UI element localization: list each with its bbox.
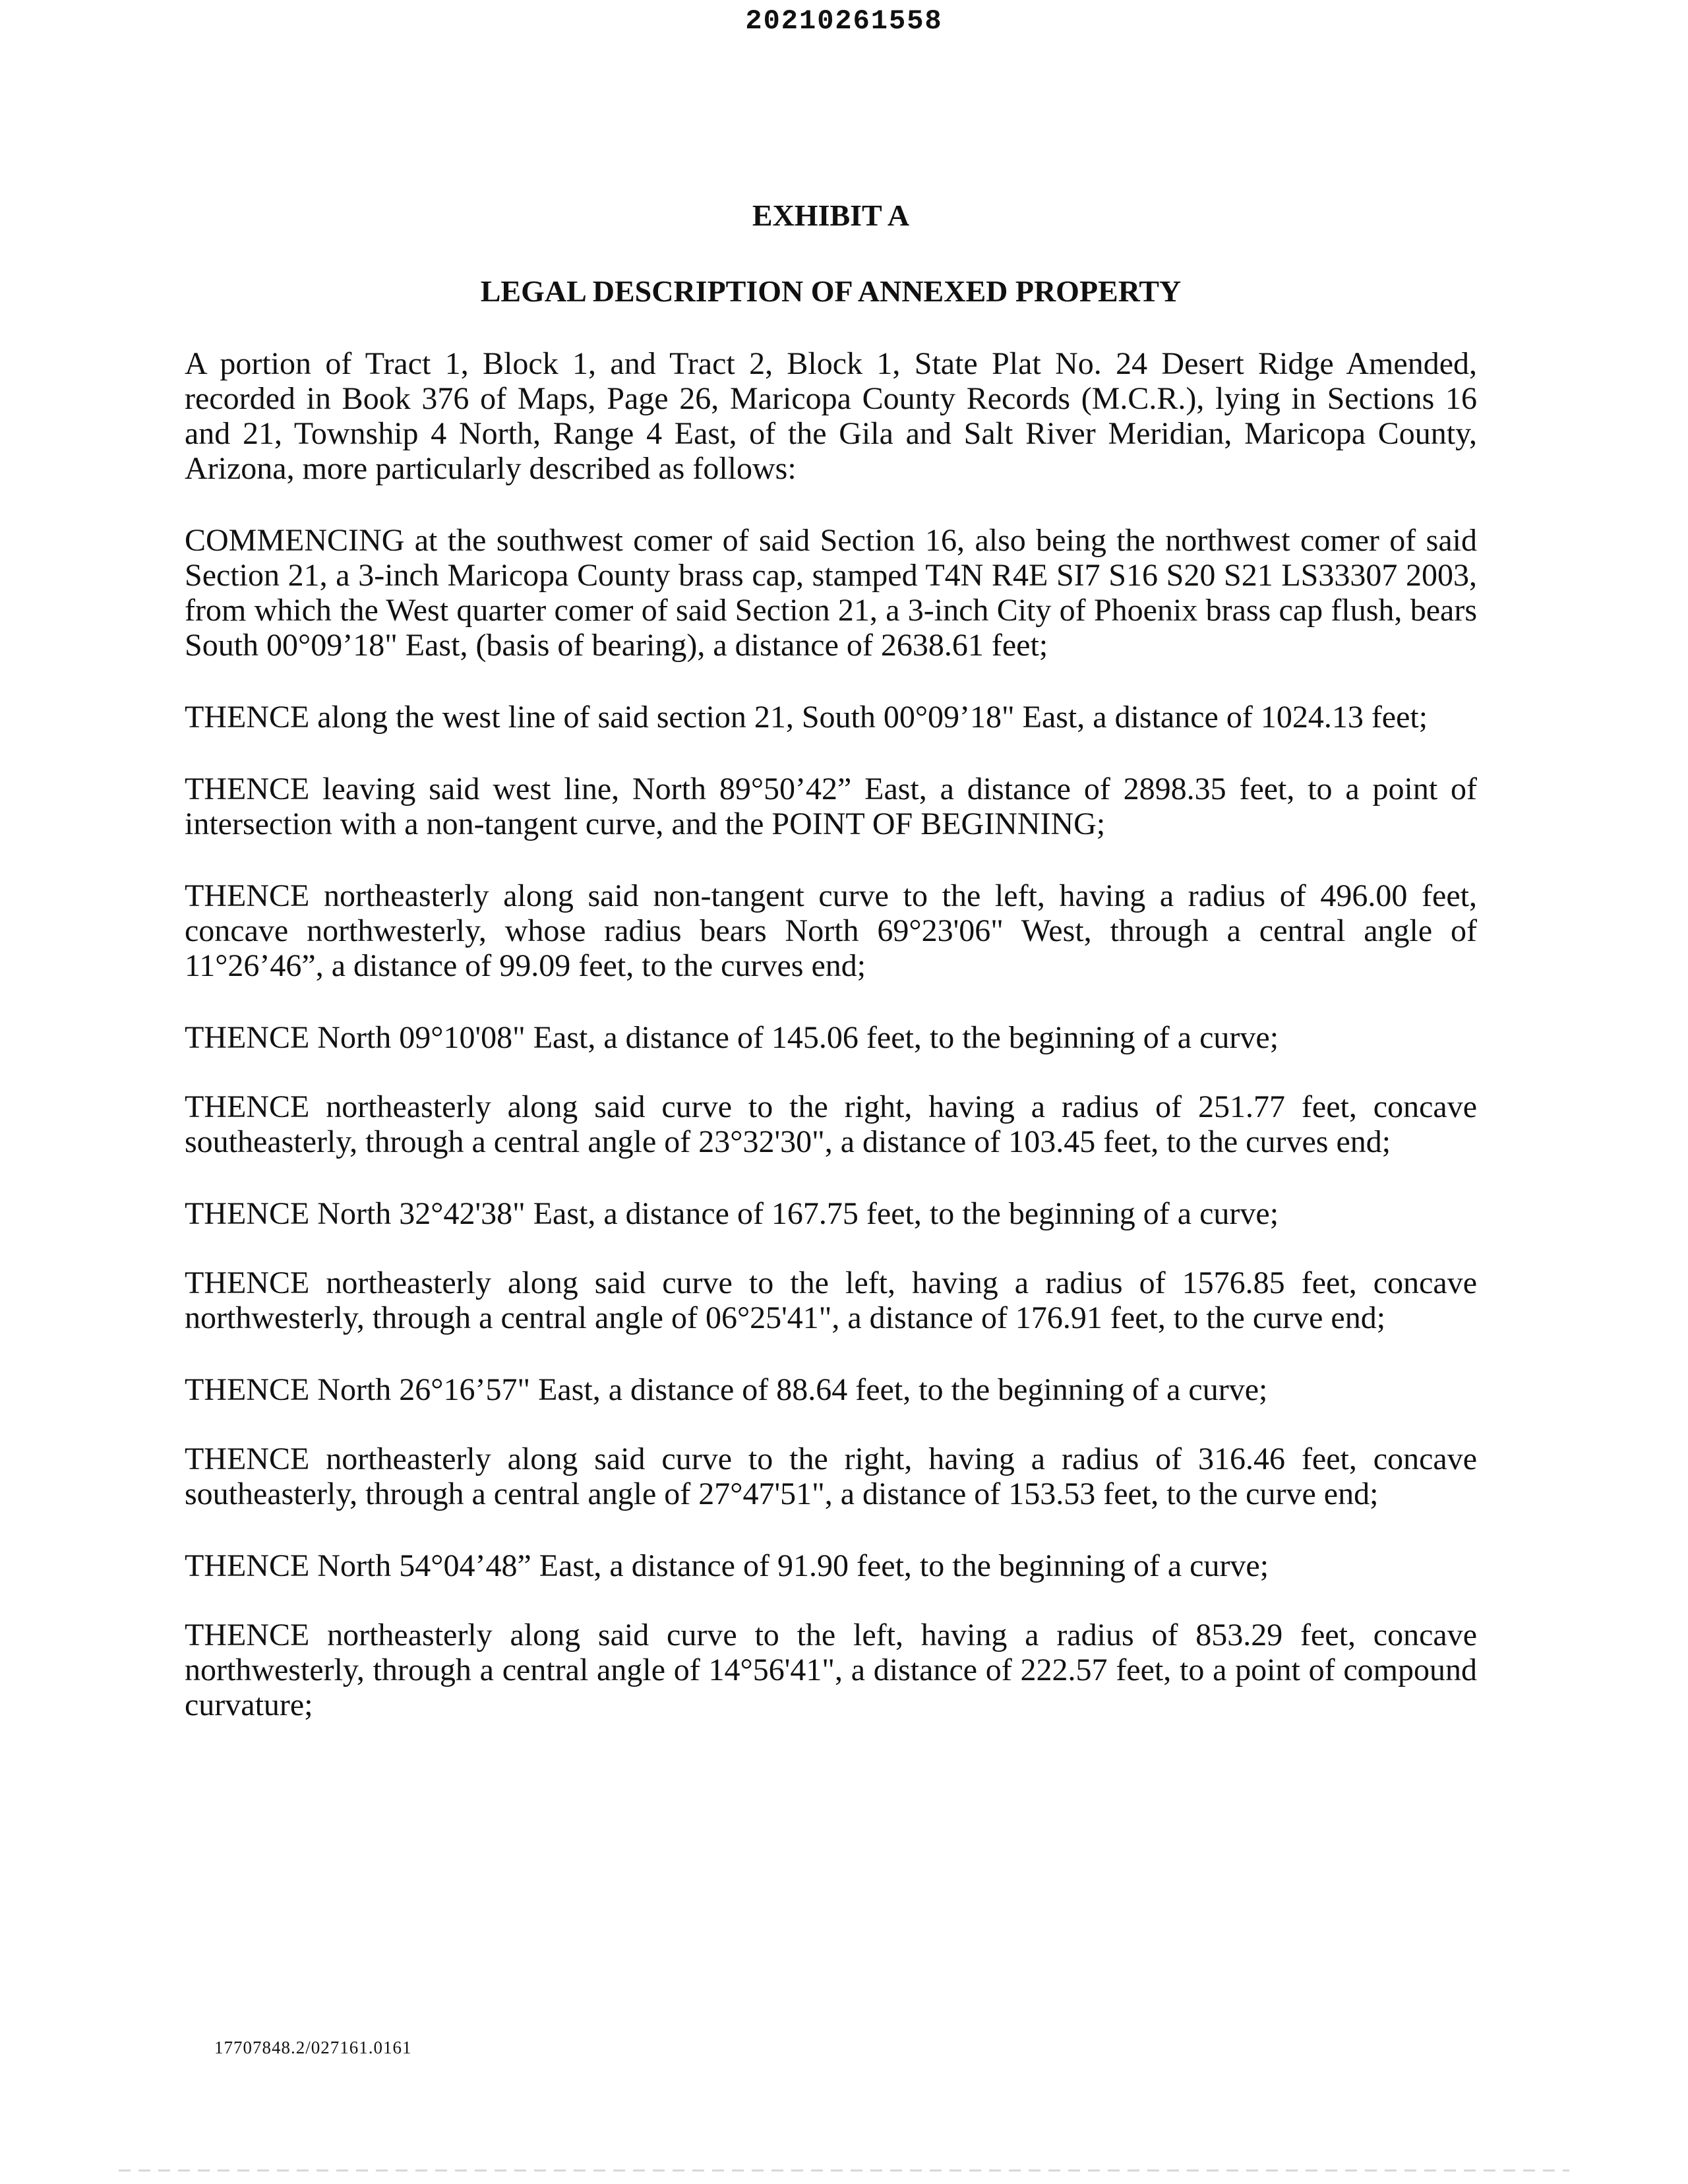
commencing-paragraph: COMMENCING at the southwest comer of said Section 16, also being the northwest comer of said Section 21, a 3-inch Maricopa County brass cap, stamped T4N R4E SI7 S16 S20 S21 LS33307 2003, from which the West quarter comer of said Section 21, a 3-inch City of Phoenix brass cap flush, bears South 00°09’18" East, (basis of bearing), a distance of 2638.61 feet; — [185, 523, 1477, 663]
course-paragraph: THENCE northeasterly along said curve to the right, having a radius of 316.46 feet, concave southeasterly, through a central angle of 27°47'51", a distance of 153.53 feet, to the curve end; — [185, 1441, 1477, 1511]
document-footer-code: 17707848.2/027161.0161 — [214, 2038, 412, 2057]
course-paragraph: THENCE North 32°42'38" East, a distance of 167.75 feet, to the beginning of a curve; — [185, 1196, 1279, 1231]
scan-edge-artifact — [119, 2169, 1569, 2171]
course-paragraph: THENCE leaving said west line, North 89°50’42” East, a distance of 2898.35 feet, to a point of intersection with a non-tangent curve, and the POINT OF BEGINNING; — [185, 772, 1477, 841]
recording-number: 20210261558 — [745, 5, 943, 37]
legal-description-body — [185, 346, 1477, 1759]
course-paragraph: THENCE northeasterly along said curve to the left, having a radius of 853.29 feet, concave northwesterly, through a central angle of 14°56'41", a distance of 222.57 feet, to a point of compound curvature; — [185, 1618, 1477, 1722]
intro-paragraph: A portion of Tract 1, Block 1, and Tract 2, Block 1, State Plat No. 24 Desert Ridge Amended, recorded in Book 376 of Maps, Page 26, Maricopa County Records (M.C.R.), lying in Sections 16 and 21, Township 4 North, Range 4 East, of the Gila and Salt River Meridian, Maricopa County, Arizona, more particularly described as follows: — [185, 346, 1477, 486]
course-paragraph: THENCE northeasterly along said curve to the left, having a radius of 1576.85 feet, concave northwesterly, through a central angle of 06°25'41", a distance of 176.91 feet, to the curve end; — [185, 1265, 1477, 1335]
course-paragraph: THENCE North 54°04’48” East, a distance of 91.90 feet, to the beginning of a curve; — [185, 1548, 1269, 1583]
course-paragraph: THENCE North 26°16’57" East, a distance of 88.64 feet, to the beginning of a curve; — [185, 1372, 1268, 1407]
course-paragraph: THENCE northeasterly along said non-tangent curve to the left, having a radius of 496.00 feet, concave northwesterly, whose radius bears North 69°23'06" West, through a central angle of 11°26’46”, a distance of 99.09 feet, to the curves end; — [185, 878, 1477, 983]
course-paragraph: THENCE along the west line of said section 21, South 00°09’18" East, a distance of 1024.13 feet; — [185, 700, 1428, 735]
course-paragraph: THENCE North 09°10'08" East, a distance of 145.06 feet, to the beginning of a curve; — [185, 1020, 1279, 1055]
exhibit-subtitle: LEGAL DESCRIPTION OF ANNEXED PROPERTY — [480, 274, 1182, 308]
exhibit-title: EXHIBIT A — [752, 198, 910, 232]
course-paragraph: THENCE northeasterly along said curve to the right, having a radius of 251.77 feet, concave southeasterly, through a central angle of 23°32'30", a distance of 103.45 feet, to the curves end; — [185, 1089, 1477, 1159]
